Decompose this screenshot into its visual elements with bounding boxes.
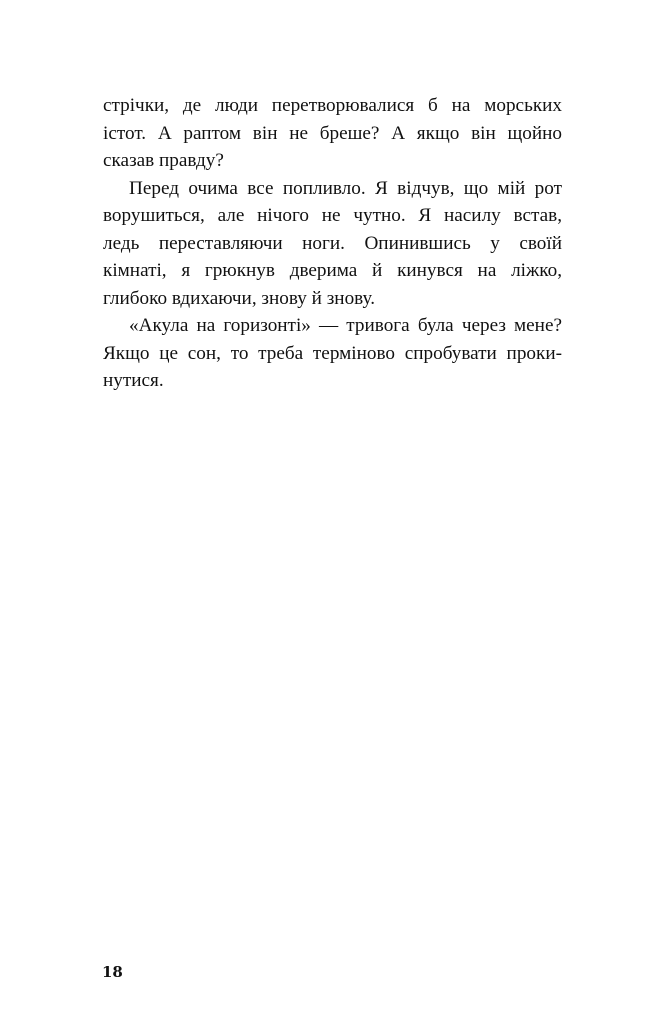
text-line: Якщо це сон, то треба терміново спробувати проки- xyxy=(103,342,562,364)
page-number: 18 xyxy=(102,963,123,981)
text-line: сказав правду? xyxy=(103,150,224,171)
paragraph-first-line: «Акула на горизонті» — тривога була через мене? xyxy=(129,315,562,336)
paragraph-first-line: Перед очима все попливло. Я відчув, що мій рот xyxy=(129,177,562,199)
text-line: кімнаті, я грюкнув дверима й кинувся на ліжко, xyxy=(103,260,562,281)
body-text xyxy=(103,92,562,395)
text-line: нутися. xyxy=(103,370,164,391)
text-line: ворушиться, але нічого не чутно. Я насилу встав, xyxy=(103,205,562,226)
text-line: ледь переставляючи ноги. Опинившись у своїй xyxy=(103,232,562,254)
text-line: стрічки, де люди перетворювалися б на морських xyxy=(103,95,562,116)
text-line: глибоко вдихаючи, знову й знову. xyxy=(103,287,376,309)
text-line: істот. А раптом він не бреше? А якщо він щойно xyxy=(103,122,562,144)
